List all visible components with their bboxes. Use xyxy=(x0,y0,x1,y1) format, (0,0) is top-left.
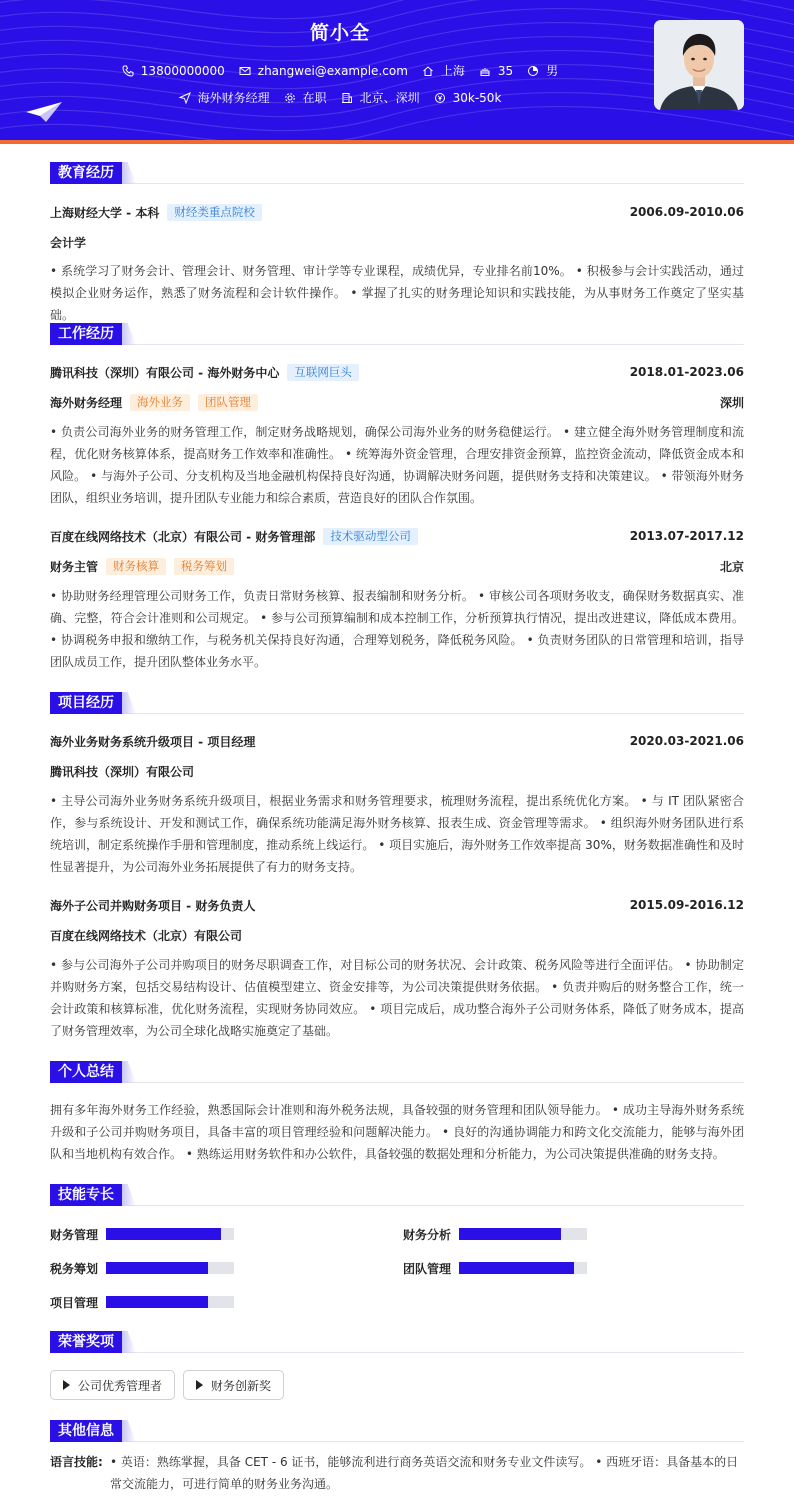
award-name: 公司优秀管理者 xyxy=(78,1378,163,1393)
company-tag: 技术驱动型公司 xyxy=(323,528,418,545)
skill-item xyxy=(403,1227,587,1241)
project-name: 海外业务财务系统升级项目 - 项目经理 xyxy=(50,734,256,749)
gender-icon xyxy=(527,65,539,77)
project-company: 腾讯科技（深圳）有限公司 xyxy=(50,764,195,779)
award-item xyxy=(183,1370,284,1400)
skill-item xyxy=(50,1261,234,1275)
section-title-decoration xyxy=(122,323,136,345)
project-description: • 参与公司海外子公司并购项目的财务尽职调查工作，对目标公司的财务状况、会计政策、税务风险等进行全面评估。 • 协助制定并购财务方案，包括交易结构设计、估值模型建立、资金安排等，为公司决策提供财务依据。 • 负责并购后的财务整合工作，统一会计政策和核算标准，优化财务流程，实现财务协同效应。 • 项目完成后，成功整合海外子公司财务体系，降低了财务成本，提高了财务管理效率，为公司全球化战略实施奠定了基础。 xyxy=(50,958,744,1038)
work-city: 北京 xyxy=(719,559,744,574)
skill-item xyxy=(50,1227,234,1241)
project-date: 2015.09-2016.12 xyxy=(629,898,744,912)
mail-icon xyxy=(239,65,251,77)
salary-info xyxy=(434,91,502,105)
project-company: 百度在线网络技术（北京）有限公司 xyxy=(50,928,243,943)
skill-bar xyxy=(106,1262,234,1274)
skill-name: 税务筹划 xyxy=(50,1261,99,1276)
skill-name: 财务分析 xyxy=(403,1227,452,1242)
section-title: 其他信息 xyxy=(50,1420,122,1442)
skills-section xyxy=(50,1184,744,1314)
phone-icon xyxy=(122,65,134,77)
skill-bar xyxy=(106,1296,234,1308)
building-icon xyxy=(341,92,353,104)
work-date: 2013.07-2017.12 xyxy=(629,529,744,543)
project-company-row xyxy=(50,762,744,780)
section-title-decoration xyxy=(122,1420,136,1442)
target-locations: 北京、深圳 xyxy=(359,91,420,105)
work-description: • 负责公司海外业务的财务管理工作，制定财务战略规划，确保公司海外业务的财务稳健运行。 • 建立健全海外财务管理制度和流程，优化财务核算体系，提高财务工作效率和准确性。 • 统筹海外资金管理，合理安排资金预算，监控资金流动，降低资金成本和风险。 • 与海外子公司、分支机构及当地金融机构保持良好沟通，协调解决财务问题，提供财务支持和决策建议。 • 带领海外财务团队，组织业务培训，提升团队专业能力和综合素质，营造良好的团队合作氛围。 xyxy=(50,425,744,505)
target-position: 海外财务经理 xyxy=(197,91,270,105)
section-title: 技能专长 xyxy=(50,1184,122,1206)
language-skills-row xyxy=(50,1451,744,1495)
education-section xyxy=(50,162,744,322)
section-header xyxy=(50,1184,744,1206)
summary-text: 拥有多年海外财务工作经验，熟悉国际会计准则和海外税务法规，具备较强的财务管理和团队领导能力。 • 成功主导海外财务系统升级和子公司并购财务项目，具备丰富的项目管理经验和问题解决能力。 • 良好的沟通协调能力和跨文化交流能力，能够与海外团队和当地机构有效合作。 • 熟练运用财务软件和办公软件，具备较强的数据处理和分析能力，为公司决策提供准确的财务支持。 xyxy=(50,1103,744,1161)
awards-list xyxy=(50,1370,744,1402)
education-date: 2006.09-2010.06 xyxy=(629,205,744,219)
skill-level-fill xyxy=(106,1262,208,1274)
age: 35 xyxy=(497,63,514,78)
skill-level-fill xyxy=(106,1296,208,1308)
city-info xyxy=(422,62,465,79)
cake-icon xyxy=(479,65,491,77)
email-info xyxy=(239,64,408,78)
profile-photo xyxy=(654,20,744,110)
paper-plane-icon xyxy=(24,100,64,124)
other-section xyxy=(50,1420,744,1508)
age-info xyxy=(479,64,513,78)
role-tag: 财务核算 xyxy=(106,558,166,575)
play-icon xyxy=(196,1380,203,1390)
section-header xyxy=(50,162,744,184)
language-label: 语言技能: xyxy=(50,1455,103,1469)
skill-level-fill xyxy=(459,1228,561,1240)
section-header xyxy=(50,1331,744,1353)
phone-info xyxy=(122,64,225,78)
school-tag: 财经类重点院校 xyxy=(167,204,262,221)
email-address: zhangwei@example.com xyxy=(257,63,408,78)
company-name: 腾讯科技（深圳）有限公司 - 海外财务中心 xyxy=(50,365,280,380)
school-name: 上海财经大学 - 本科 xyxy=(50,205,160,220)
skill-bar xyxy=(106,1228,234,1240)
skill-bar xyxy=(459,1262,587,1274)
awards-section xyxy=(50,1331,744,1403)
contact-row xyxy=(0,62,680,79)
section-header xyxy=(50,692,744,714)
play-icon xyxy=(63,1380,70,1390)
skill-name: 项目管理 xyxy=(50,1295,99,1310)
major: 会计学 xyxy=(50,235,87,250)
section-header xyxy=(50,1420,744,1442)
work-date: 2018.01-2023.06 xyxy=(629,365,744,379)
section-header xyxy=(50,323,744,345)
projects-section xyxy=(50,692,744,1047)
project-description: • 主导公司海外业务财务系统升级项目，根据业务需求和财务管理要求，梳理财务流程，提出系统优化方案。 • 与 IT 团队紧密合作，参与系统设计、开发和测试工作，确保系统功能满足海外财务核算、报表生成、资金管理等需求。 • 组织海外财务团队进行系统培训，制定系统操作手册和管理制度，推动系统上线运行。 • 项目实施后，海外财务工作效率提高 30%，财务数据准确性和及时性显著提升，为公司海外业务拓展提供了有力的财务支持。 xyxy=(50,794,744,874)
money-icon xyxy=(434,92,446,104)
project-date: 2020.03-2021.06 xyxy=(629,734,744,748)
work-item-header xyxy=(50,363,744,381)
company-name: 百度在线网络技术（北京）有限公司 - 财务管理部 xyxy=(50,529,316,544)
section-title: 个人总结 xyxy=(50,1061,122,1083)
award-name: 财务创新奖 xyxy=(211,1378,272,1393)
expected-salary: 30k-50k xyxy=(452,90,502,105)
phone-number: 13800000000 xyxy=(140,63,225,78)
work-description: • 协助财务经理管理公司财务工作，负责日常财务核算、报表编制和财务分析。 • 审核公司各项财务收支，确保财务数据真实、准确、完整，符合会计准则和公司规定。 • 参与公司预算编制和成本控制工作，分析预算执行情况，提出改进建议，降低成本费用。 • 协调税务申报和缴纳工作，与税务机关保持良好沟通，合理筹划税务，降低税务风险。 • 负责财务团队的日常管理和培训，指导团队成员工作，提升团队整体业务水平。 xyxy=(50,589,744,669)
section-title: 荣誉奖项 xyxy=(50,1331,122,1353)
gender-info xyxy=(527,62,558,79)
education-description: • 系统学习了财务会计、管理会计、财务管理、审计学等专业课程，成绩优异，专业排名前10%。 • 积极参与会计实践活动，通过模拟企业财务运作，熟悉了财务流程和会计软件操作。 • 掌握了扎实的财务理论知识和实践技能，为从事财务工作奠定了坚实基础。 xyxy=(50,264,744,322)
role-tag: 税务筹划 xyxy=(174,558,234,575)
summary-section xyxy=(50,1061,744,1171)
job-status: 在职 xyxy=(302,91,327,105)
resume-header xyxy=(0,0,794,140)
skill-item xyxy=(50,1295,234,1309)
section-header xyxy=(50,1061,744,1083)
role-tag: 团队管理 xyxy=(198,394,258,411)
project-name: 海外子公司并购财务项目 - 财务负责人 xyxy=(50,898,256,913)
skill-item xyxy=(403,1261,587,1275)
job-intent-row xyxy=(0,89,680,106)
section-title-decoration xyxy=(122,162,136,184)
section-title-decoration xyxy=(122,1184,136,1206)
education-header-row xyxy=(50,203,744,221)
skill-level-fill xyxy=(459,1262,574,1274)
position-info xyxy=(179,89,270,106)
gear-icon xyxy=(284,92,296,104)
project-header xyxy=(50,896,744,914)
section-title-decoration xyxy=(122,1331,136,1353)
work-item-header xyxy=(50,527,744,545)
role-tag: 海外业务 xyxy=(130,394,190,411)
section-title-decoration xyxy=(122,692,136,714)
company-tag: 互联网巨头 xyxy=(287,364,359,381)
gender: 男 xyxy=(546,64,559,78)
home-icon xyxy=(422,65,434,77)
work-role-row xyxy=(50,557,744,575)
skill-level-fill xyxy=(106,1228,221,1240)
work-city: 深圳 xyxy=(719,395,744,410)
candidate-name: 简小全 xyxy=(309,22,370,44)
skill-bar xyxy=(459,1228,587,1240)
language-text: • 英语：熟练掌握，具备 CET - 6 证书，能够流利进行商务英语交流和财务专业文件读写。 • 西班牙语：具备基本的日常交流能力，可进行简单的财务业务沟通。 xyxy=(110,1455,739,1491)
project-company-row xyxy=(50,926,744,944)
major-row xyxy=(50,233,744,251)
skill-name: 财务管理 xyxy=(50,1227,99,1242)
work-section xyxy=(50,323,744,678)
city: 上海 xyxy=(440,64,465,78)
send-icon xyxy=(179,92,191,104)
section-title-decoration xyxy=(122,1061,136,1083)
locations-info xyxy=(341,89,420,106)
section-title: 教育经历 xyxy=(50,162,122,184)
award-item xyxy=(50,1370,175,1400)
job-role: 财务主管 xyxy=(50,559,99,574)
header-accent-line xyxy=(0,140,794,144)
job-role: 海外财务经理 xyxy=(50,395,123,410)
section-title: 工作经历 xyxy=(50,323,122,345)
work-role-row xyxy=(50,393,744,411)
skill-name: 团队管理 xyxy=(403,1261,452,1276)
section-title: 项目经历 xyxy=(50,692,122,714)
status-info xyxy=(284,89,327,106)
project-header xyxy=(50,732,744,750)
